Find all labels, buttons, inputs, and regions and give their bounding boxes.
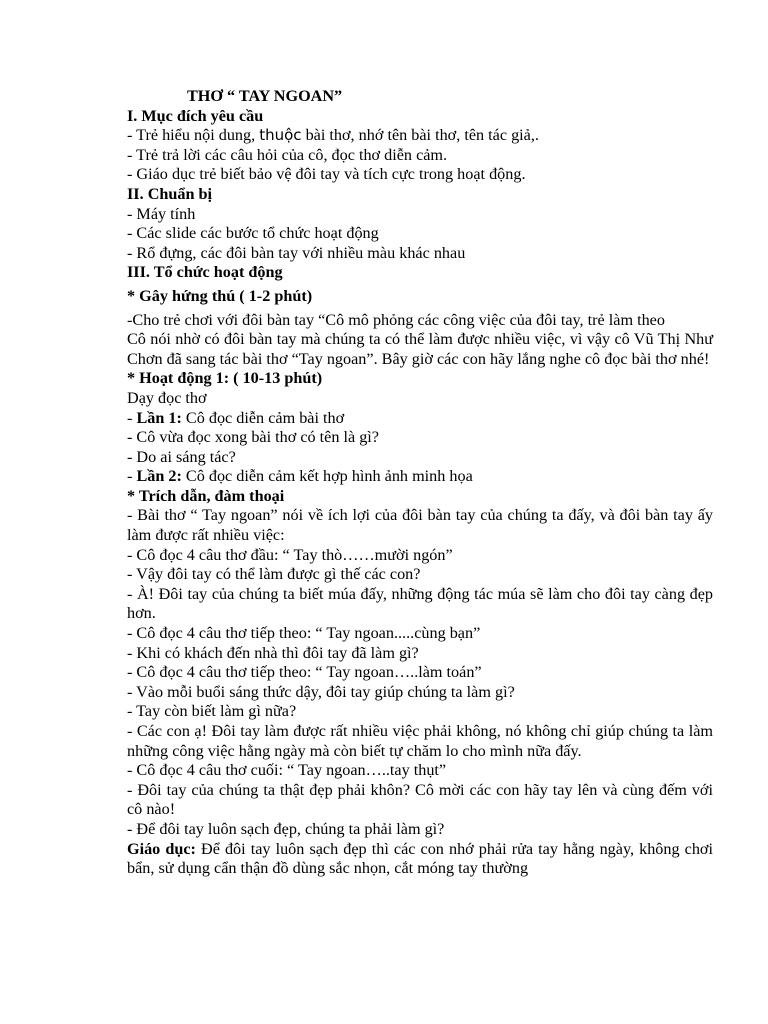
teaching-label: Dạy đọc thơ [127,388,207,407]
reading-1 [127,409,713,429]
section-2-heading: II. Chuẩn bị [127,184,213,203]
reading-2-text: Cô đọc diễn cảm kết hợp hình ảnh minh họa [181,467,473,486]
dialogue-line-5: - Cô đọc 4 câu thơ tiếp theo: “ Tay ngoan.....cùng bạn” [127,624,481,643]
objective-1-text: - Trẻ hiểu nội dung, [127,126,260,145]
reading-1-label: Lần 1: [136,408,182,427]
reading-2 [127,467,713,487]
objective-1-word: thuộc [259,126,302,145]
activity-1-heading: * Hoạt động 1: ( 10-13 phút) [127,369,323,388]
section-1-heading: I. Mục đích yêu cầu [127,106,264,125]
warmup-heading: * Gây hứng thú ( 1-2 phút) [127,286,313,305]
education-paragraph [127,840,713,879]
objective-2: - Trẻ trả lời các câu hỏi của cô, đọc thơ diễn cảm. [127,145,448,164]
reading-1-dash: - [127,408,137,427]
objective-3: - Giáo dục trẻ biết bảo vệ đôi tay và tích cực trong hoạt động. [127,165,526,184]
education-label: Giáo dục: [127,839,196,858]
preparation-3: - Rổ đựng, các đôi bàn tay với nhiều màu khác nhau [127,243,466,262]
preparation-2: - Các slide các bước tổ chức hoạt động [127,224,379,243]
dialogue-line-1: - Bài thơ “ Tay ngoan” nói về ích lợi của đôi bàn tay của chúng ta đấy, và đôi bàn tay ấy làm được rất nhiều việc: [127,506,713,545]
section-3-heading: III. Tổ chức hoạt động [127,263,283,282]
warmup-paragraph-1: -Cho trẻ chơi với đôi bàn tay “Cô mô phỏng các công việc của đôi tay, trẻ làm theo [127,310,665,329]
dialogue-line-10: - Các con ạ! Đôi tay làm được rất nhiều việc phải không, nó không chỉ giúp chúng ta làm những công việc hằng ngày mà còn biết tự chăm lo cho mình nữa đấy. [127,722,713,760]
reading-1-text: Cô đọc diễn cảm bài thơ [181,408,345,427]
warmup-paragraph-2: Cô nói nhờ có đôi bàn tay mà chúng ta có thể làm được nhiều việc, vì vậy cô Vũ Thị Như Chơn đã sang tác bài thơ “Tay ngoan”. Bây giờ các con hãy lắng nghe cô đọc bài thơ nhé! [127,330,713,368]
question-2: - Do ai sáng tác? [127,447,236,466]
dialogue-line-9: - Tay còn biết làm gì nữa? [127,702,297,721]
document-title: THƠ “ TAY NGOAN” [187,87,343,105]
dialogue-line-7: - Cô đọc 4 câu thơ tiếp theo: “ Tay ngoan…..làm toán” [127,663,482,682]
reading-2-label: Lần 2: [136,467,182,486]
dialogue-line-6: - Khi có khách đến nhà thì đôi tay đã làm gì? [127,643,419,662]
dialogue-line-12: - Đôi tay của chúng ta thật đẹp phải khôn? Cô mời các con hãy tay lên và cùng đếm với cô nào! [127,780,713,819]
dialogue-line-2: - Cô đọc 4 câu thơ đầu: “ Tay thò……mười ngón” [127,545,453,564]
objective-1 [127,126,713,146]
dialogue-heading: * Trích dẫn, đàm thoại [127,486,285,505]
reading-2-dash: - [127,467,137,486]
document-body [127,87,713,879]
objective-1-rest: bài thơ, nhớ tên bài thơ, tên tác giả,. [301,126,539,145]
dialogue-line-4: - À! Đôi tay của chúng ta biết múa đấy, những động tác múa sẽ làm cho đôi tay càng đẹp hơn. [127,584,713,623]
dialogue-line-13: - Để đôi tay luôn sạch đẹp, chúng ta phải làm gì? [127,819,445,838]
question-1: - Cô vừa đọc xong bài thơ có tên là gì? [127,428,379,447]
dialogue-line-8: - Vào mỗi buổi sáng thức dậy, đôi tay giúp chúng ta làm gì? [127,682,515,701]
dialogue-line-3: - Vậy đôi tay có thể làm được gì thế các con? [127,565,421,584]
preparation-1: - Máy tính [127,204,196,223]
education-text: Để đôi tay luôn sạch đẹp thì các con nhớ phải rửa tay hằng ngày, không chơi bẩn, sử dụng cẩn thận đồ dùng sắc nhọn, cắt móng tay thường [127,839,713,878]
dialogue-line-11: - Cô đọc 4 câu thơ cuối: “ Tay ngoan…..tay thụt” [127,761,447,780]
